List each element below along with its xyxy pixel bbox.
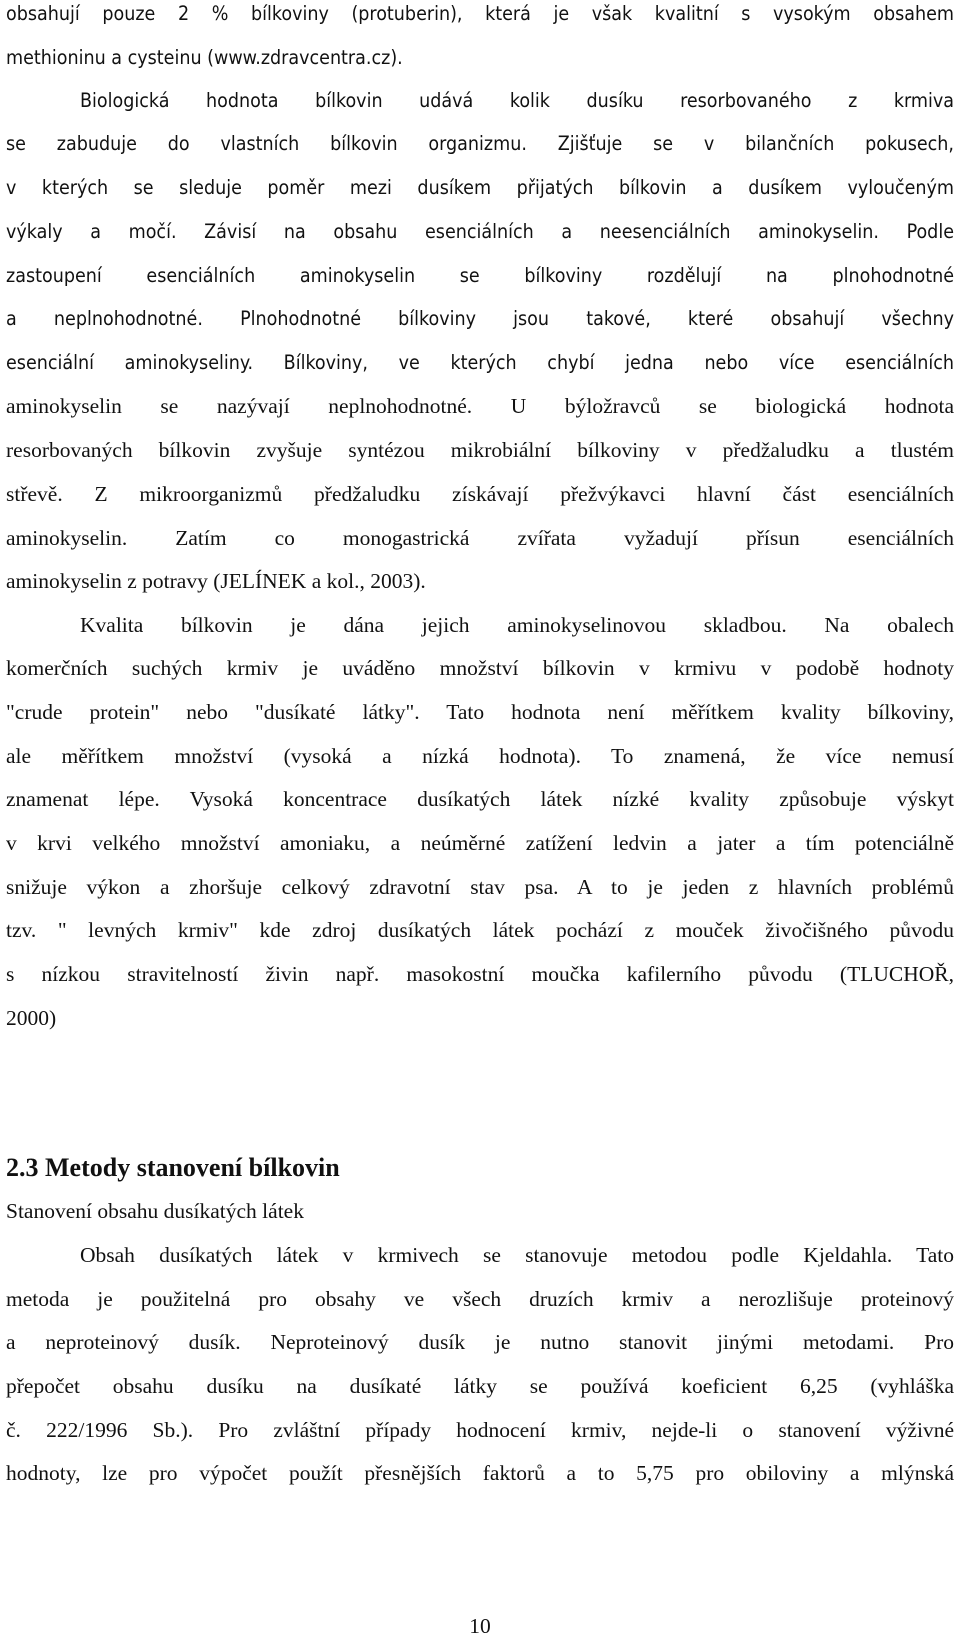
paragraph-2-line: v kterých se sleduje poměr mezi dusíkem přijatých bílkovin a dusíkem vyloučeným xyxy=(6,176,954,199)
paragraph-4-line: metoda je použitelná pro obsahy ve všech druzích krmiv a nerozlišuje proteinový xyxy=(6,1287,954,1311)
paragraph-3-line: 2000) xyxy=(6,1006,57,1030)
paragraph-2-line: esenciální aminokyseliny. Bílkoviny, ve kterých chybí jedna nebo více esenciálních xyxy=(6,351,954,374)
paragraph-3-line: "crude protein" nebo "dusíkaté látky". Tato hodnota není měřítkem kvality bílkoviny, xyxy=(6,700,954,724)
paragraph-3-line: ale měřítkem množství (vysoká a nízká hodnota). To znamená, že více nemusí xyxy=(6,744,954,768)
subheading: Stanovení obsahu dusíkatých látek xyxy=(6,1199,304,1223)
paragraph-3-line: v krvi velkého množství amoniaku, a neúměrné zatížení ledvin a jater a tím potenciálně xyxy=(6,831,954,855)
section-heading: 2.3 Metody stanovení bílkovin xyxy=(6,1153,340,1182)
paragraph-1-line: methioninu a cysteinu (www.zdravcentra.cz). xyxy=(6,46,403,69)
page-number: 10 xyxy=(469,1614,491,1638)
paragraph-3-line: snižuje výkon a zhoršuje celkový zdravotní stav psa. A to je jeden z hlavních problémů xyxy=(6,875,954,899)
paragraph-2-line: se zabuduje do vlastních bílkovin organizmu. Zjišťuje se v bilančních pokusech, xyxy=(6,132,954,155)
paragraph-2-line: aminokyselin se nazývají neplnohodnotné. U býložravců se biologická hodnota xyxy=(6,394,954,418)
paragraph-2-line: aminokyselin z potravy (JELÍNEK a kol., 2003). xyxy=(6,569,426,593)
paragraph-4-line: Obsah dusíkatých látek v krmivech se stanovuje metodou podle Kjeldahla. Tato xyxy=(80,1243,954,1267)
paragraph-4-line: č. 222/1996 Sb.). Pro zvláštní případy hodnocení krmiv, nejde-li o stanovení výživné xyxy=(6,1418,954,1442)
paragraph-4-line: a neproteinový dusík. Neproteinový dusík je nutno stanovit jinými metodami. Pro xyxy=(6,1330,954,1354)
paragraph-2-line: výkaly a močí. Závisí na obsahu esenciálních a neesenciálních aminokyselin. Podle xyxy=(6,220,954,243)
paragraph-2-line: a neplnohodnotné. Plnohodnotné bílkoviny jsou takové, které obsahují všechny xyxy=(6,307,954,330)
paragraph-2-line: Biologická hodnota bílkovin udává kolik dusíku resorbovaného z krmiva xyxy=(80,89,954,112)
paragraph-3-line: znamenat lépe. Vysoká koncentrace dusíkatých látek nízké kvality způsobuje výskyt xyxy=(6,787,954,811)
paragraph-2-line: zastoupení esenciálních aminokyselin se bílkoviny rozdělují na plnohodnotné xyxy=(6,264,954,287)
paragraph-4-line: přepočet obsahu dusíku na dusíkaté látky se používá koeficient 6,25 (vyhláška xyxy=(6,1374,954,1398)
paragraph-4-line: hodnoty, lze pro výpočet použít přesnějších faktorů a to 5,75 pro obiloviny a mlýnská xyxy=(6,1461,954,1485)
paragraph-2-line: aminokyselin. Zatím co monogastrická zvířata vyžadují přísun esenciálních xyxy=(6,526,954,550)
paragraph-3-line: Kvalita bílkovin je dána jejich aminokyselinovou skladbou. Na obalech xyxy=(80,613,954,637)
paragraph-3-line: s nízkou stravitelností živin např. masokostní moučka kafilerního původu (TLUCHOŘ, xyxy=(6,962,954,986)
paragraph-3-line: komerčních suchých krmiv je uváděno množství bílkovin v krmivu v podobě hodnoty xyxy=(6,656,954,680)
paragraph-2-line: střevě. Z mikroorganizmů předžaludku získávají přežvýkavci hlavní část esenciálních xyxy=(6,482,954,506)
paragraph-3-line: tzv. " levných krmiv" kde zdroj dusíkatých látek pochází z mouček živočišného původu xyxy=(6,918,954,942)
paragraph-2-line: resorbovaných bílkovin zvyšuje syntézou mikrobiální bílkoviny v předžaludku a tlustém xyxy=(6,438,954,462)
paragraph-1-line: obsahují pouze 2 % bílkoviny (protuberin), která je však kvalitní s vysokým obsahem xyxy=(6,2,954,25)
